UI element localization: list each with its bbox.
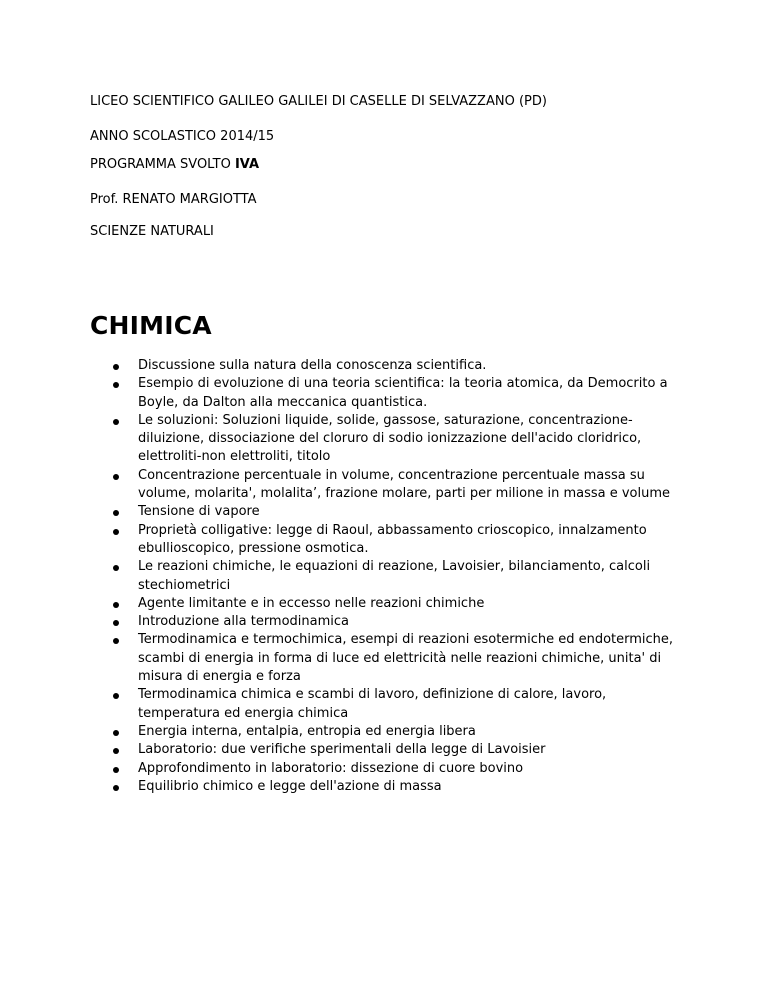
list-item-text: Approfondimento in laboratorio: dissezione di cuore bovino [138, 760, 524, 776]
list-item [90, 412, 690, 467]
section-title: CHIMICA [90, 311, 212, 340]
list-item-text: Laboratorio: due verifiche sperimentali della legge di Lavoisier [138, 742, 546, 758]
bullet-icon [113, 382, 119, 388]
list-item-text: Agente limitante e in eccesso nelle reazioni chimiche [138, 595, 485, 611]
list-item [90, 723, 690, 741]
list-item [90, 503, 690, 521]
bullet-icon [113, 419, 119, 425]
bullet-icon [113, 474, 119, 480]
list-item-text: Discussione sulla natura della conoscenza scientifica. [138, 358, 487, 373]
bullet-icon [113, 693, 119, 699]
list-item [90, 631, 690, 686]
bullet-icon [113, 529, 119, 535]
list-item-text: Esempio di evoluzione di una teoria scientifica: la teoria atomica, da Democrito a Boyle, da Dalton alla meccanica quantistica. [138, 376, 668, 410]
list-item-text: Termodinamica e termochimica, esempi di reazioni esotermiche ed endotermiche, scambi di energia in forma di luce ed elettricità nelle reazioni chimiche, unita' di misura di energia e forza [138, 632, 674, 685]
list-item [90, 357, 690, 375]
list-item-text: Tensione di vapore [138, 504, 260, 520]
list-item [90, 375, 690, 412]
list-item-text: Equilibrio chimico e legge dell'azione di massa [138, 778, 442, 794]
bullet-icon [113, 730, 119, 736]
list-item [90, 760, 690, 778]
bullet-icon [113, 748, 119, 754]
list-item-text: Le reazioni chimiche, le equazioni di reazione, Lavoisier, bilanciamento, calcoli stechiometrici [138, 559, 651, 593]
bullet-icon [113, 510, 119, 516]
program-line [90, 157, 259, 173]
subject-name: SCIENZE NATURALI [90, 224, 214, 239]
list-item [90, 613, 690, 631]
bullet-icon [113, 565, 119, 571]
list-item [90, 522, 690, 559]
list-item-text: Termodinamica chimica e scambi di lavoro, definizione di calore, lavoro, temperatura ed energia chimica [138, 687, 607, 721]
school-year: ANNO SCOLASTICO 2014/15 [90, 129, 275, 144]
list-item [90, 778, 690, 796]
school-name: LICEO SCIENTIFICO GALILEO GALILEI DI CASELLE DI SELVAZZANO (PD) [90, 94, 547, 109]
bullet-icon [113, 364, 119, 370]
teacher-name: Prof. RENATO MARGIOTTA [90, 192, 257, 207]
list-item [90, 467, 690, 504]
bullet-icon [113, 767, 119, 773]
list-item-text: Introduzione alla termodinamica [138, 614, 350, 630]
bullet-icon [113, 785, 119, 791]
topic-list [90, 357, 690, 796]
list-item [90, 686, 690, 723]
list-item [90, 595, 690, 613]
bullet-icon [113, 602, 119, 608]
bullet-icon [113, 620, 119, 626]
list-item-text: Energia interna, entalpia, entropia ed energia libera [138, 723, 476, 739]
bullet-icon [113, 638, 119, 644]
list-item-text: Le soluzioni: Soluzioni liquide, solide, gassose, saturazione, concentrazione-diluizione, dissociazione del cloruro di sodio ionizzazione dell'acido cloridrico, elettroliti-non elettroliti, titolo [138, 412, 642, 465]
list-item [90, 741, 690, 759]
list-item [90, 558, 690, 595]
program-class: IVA [234, 157, 260, 172]
program-prefix: PROGRAMMA SVOLTO [90, 157, 235, 172]
list-item-text: Proprietà colligative: legge di Raoul, abbassamento crioscopico, innalzamento ebullioscopico, pressione osmotica. [138, 522, 647, 556]
list-item-text: Concentrazione percentuale in volume, concentrazione percentuale massa su volume, molarita', molalita’, frazione molare, parti per milione in massa e volume [138, 467, 671, 502]
